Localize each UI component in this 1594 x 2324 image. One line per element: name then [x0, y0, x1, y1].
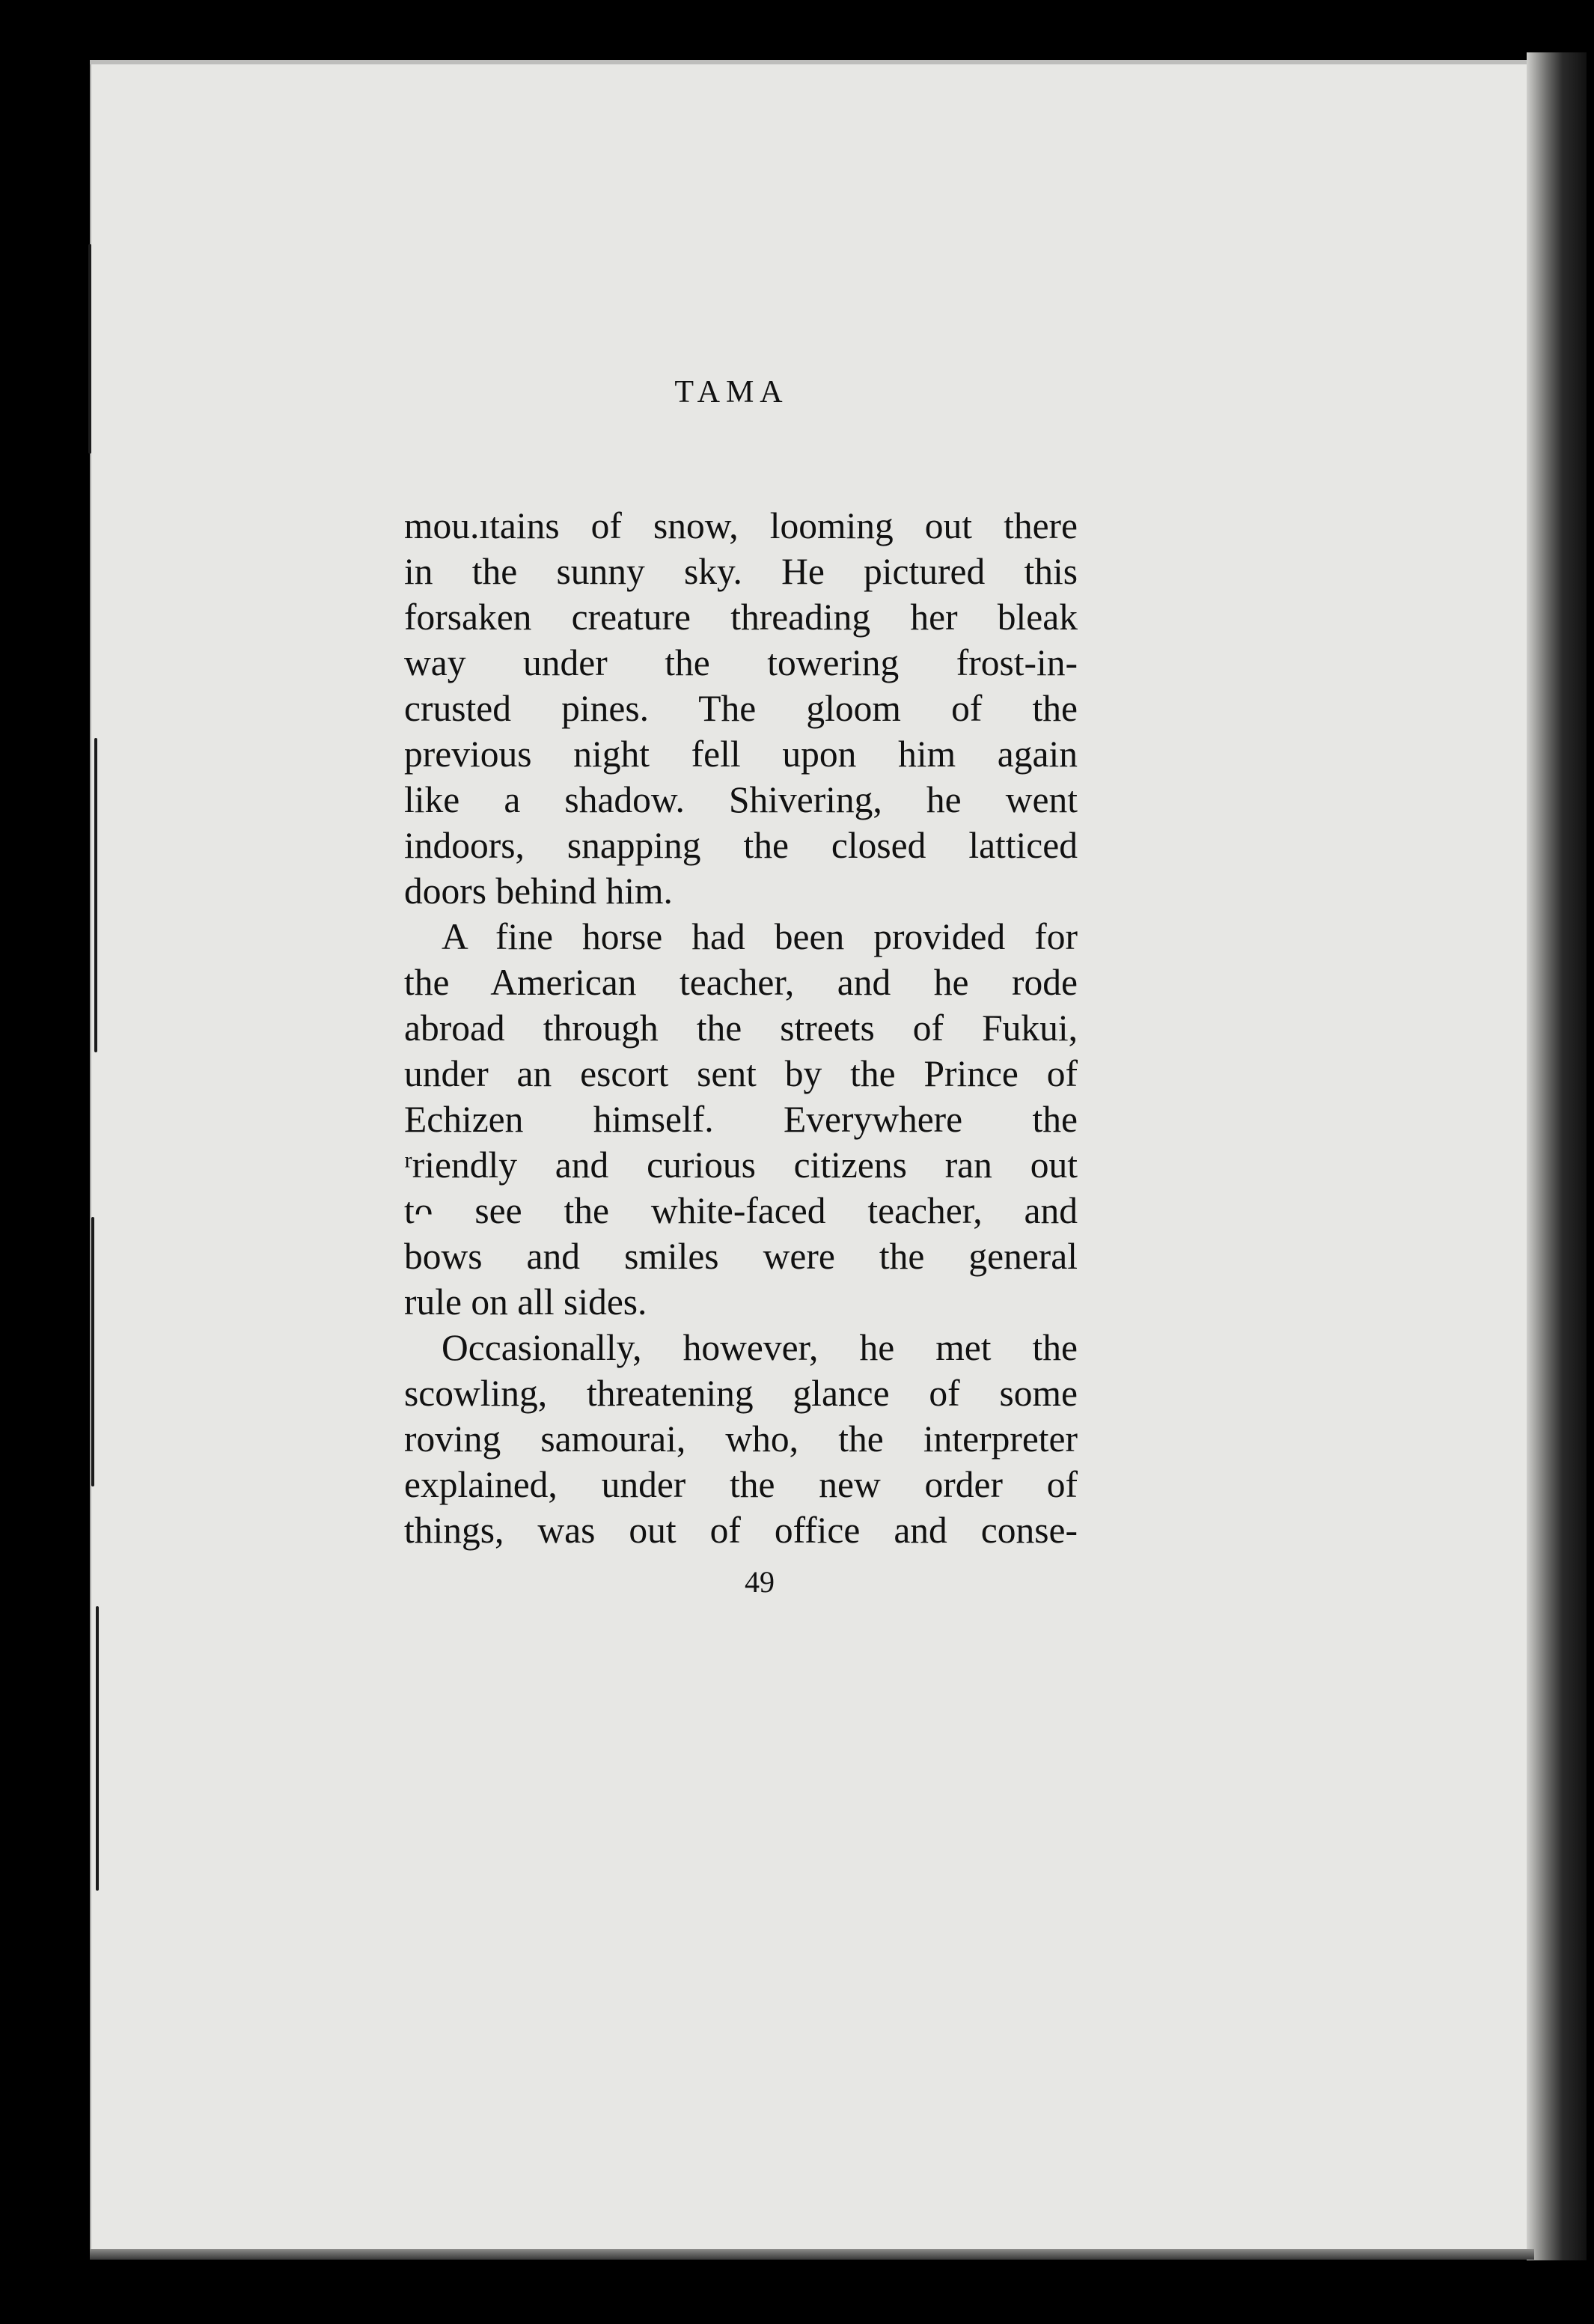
paragraph [404, 914, 1078, 1325]
binding-thread-mark [88, 244, 91, 454]
text-line: like a shadow. Shivering, he went [404, 779, 1078, 820]
text-line: tᴖ see the white-faced teacher, and [404, 1190, 1078, 1231]
text-line: roving samourai, who, the interpreter [404, 1418, 1078, 1460]
text-line: way under the towering frost-in- [404, 642, 1078, 683]
text-line: things, was out of office and conse- [404, 1510, 1078, 1551]
text-line: doors behind him. [404, 870, 673, 912]
text-line: previous night fell upon him again [404, 734, 1078, 775]
text-line: crusted pines. The gloom of the [404, 688, 1078, 729]
page-bottom-edge [90, 2249, 1534, 2260]
text-line: ʳriendly and curious citizens ran out [404, 1144, 1078, 1186]
text-line: scowling, threatening glance of some [404, 1373, 1078, 1414]
text-line: forsaken creature threading her bleak [404, 597, 1078, 638]
text-line: under an escort sent by the Prince of [404, 1053, 1078, 1094]
text-line: the American teacher, and he rode [404, 962, 1078, 1003]
binding-thread-mark [94, 738, 97, 1052]
body-text [404, 503, 1078, 1553]
binding-thread-mark [91, 1217, 94, 1486]
running-head: TAMA [674, 375, 789, 409]
text-line: explained, under the new order of [404, 1464, 1078, 1505]
page-fore-edge [1527, 52, 1587, 2260]
text-line: rule on all sides. [404, 1281, 647, 1323]
paragraph [404, 1325, 1078, 1553]
text-line: Echizen himself. Everywhere the [404, 1099, 1078, 1140]
text-line: mou.ıtains of snow, looming out there [404, 505, 1078, 546]
text-line: bows and smiles were the general [404, 1236, 1078, 1277]
page-number: 49 [745, 1565, 775, 1599]
text-line: in the sunny sky. He pictured this [404, 551, 1078, 592]
binding-thread-mark [96, 1606, 99, 1891]
paragraph [404, 503, 1078, 914]
text-line: Occasionally, however, he met the [442, 1327, 1078, 1368]
text-line: indoors, snapping the closed latticed [404, 825, 1078, 866]
text-line: A fine horse had been provided for [442, 916, 1078, 957]
text-line: abroad through the streets of Fukui, [404, 1007, 1078, 1049]
